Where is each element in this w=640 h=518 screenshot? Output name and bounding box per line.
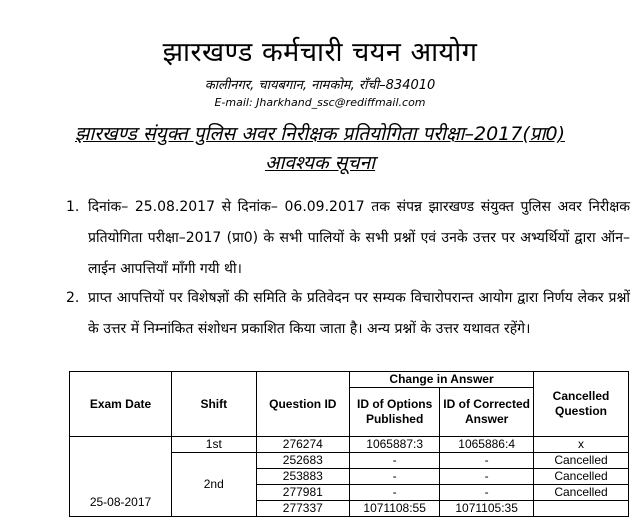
cell-corrected-answer: -	[440, 453, 534, 469]
header-question-id: Question ID	[256, 372, 350, 437]
answer-change-table	[69, 371, 629, 517]
table-header-row	[70, 372, 629, 388]
cell-corrected-answer: -	[440, 469, 534, 485]
cell-options-published: -	[350, 469, 440, 485]
paragraph-1	[66, 192, 630, 285]
paragraph-number: 1.	[66, 199, 80, 215]
cell-corrected-answer: 1065886:4	[440, 437, 534, 453]
notice-subtitle: आवश्यक सूचना	[264, 152, 376, 174]
header-change-in-answer: Change in Answer	[350, 372, 534, 388]
cell-options-published: -	[350, 453, 440, 469]
organization-name: झारखण्ड कर्मचारी चयन आयोग	[162, 37, 478, 68]
cell-cancelled: Cancelled	[534, 453, 629, 469]
cell-question-id: 252683	[256, 453, 350, 469]
cell-exam-date: 25-08-2017	[70, 437, 172, 517]
paragraph-text: प्राप्त आपत्तियों पर विशेषज्ञों की समिति के प्रतिवेदन पर सम्यक विचारोपरान्त आयोग द्वारा निर्णय लेकर प्रश्नों के उत्तर में निम्नांकित संशोधन प्रकाशित किया जाता है। अन्य प्रश्नों के उत्तर यथावत रहेंगे।	[88, 290, 630, 337]
cell-shift: 2nd	[172, 453, 257, 517]
header-shift: Shift	[172, 372, 257, 437]
header-corrected-answer: ID of Corrected Answer	[440, 388, 534, 437]
cell-question-id: 277981	[256, 485, 350, 501]
cell-cancelled	[534, 501, 629, 517]
cell-options-published: 1071108:55	[350, 501, 440, 517]
cell-question-id: 253883	[256, 469, 350, 485]
cell-corrected-answer: -	[440, 485, 534, 501]
cell-options-published: -	[350, 485, 440, 501]
paragraph-number: 2.	[66, 290, 80, 306]
organization-address: कालीनगर, चायबगान, नामकोम, राँची–834010	[204, 78, 436, 93]
cell-corrected-answer: 1071105:35	[440, 501, 534, 517]
header-exam-date: Exam Date	[70, 372, 172, 437]
organization-email: E-mail: Jharkhand_ssc@rediffmail.com	[214, 96, 426, 109]
cell-cancelled: Cancelled	[534, 469, 629, 485]
header-options-published: ID of Options Published	[350, 388, 440, 437]
cell-options-published: 1065887:3	[350, 437, 440, 453]
paragraph-2	[66, 283, 630, 345]
cell-cancelled: Cancelled	[534, 485, 629, 501]
cell-question-id: 277337	[256, 501, 350, 517]
cell-shift: 1st	[172, 437, 257, 453]
notice-title: झारखण्ड संयुक्त पुलिस अवर निरीक्षक प्रतियोगिता परीक्षा–2017(प्रा0)	[75, 123, 565, 145]
table-row	[70, 437, 629, 453]
cell-cancelled: x	[534, 437, 629, 453]
cell-question-id: 276274	[256, 437, 350, 453]
paragraph-text: दिनांक– 25.08.2017 से दिनांक– 06.09.2017 तक संपन्न झारखण्ड संयुक्त पुलिस अवर निरीक्षक प्रतियोगिता परीक्षा–2017 (प्रा0) के सभी पालियों के सभी प्रश्नों एवं उनके उत्तर पर अभ्यर्थियों द्वारा ऑन–लाईन आपत्तियाँ माँगी गयी थी।	[88, 199, 630, 277]
header-cancelled-question: Cancelled Question	[534, 372, 629, 437]
